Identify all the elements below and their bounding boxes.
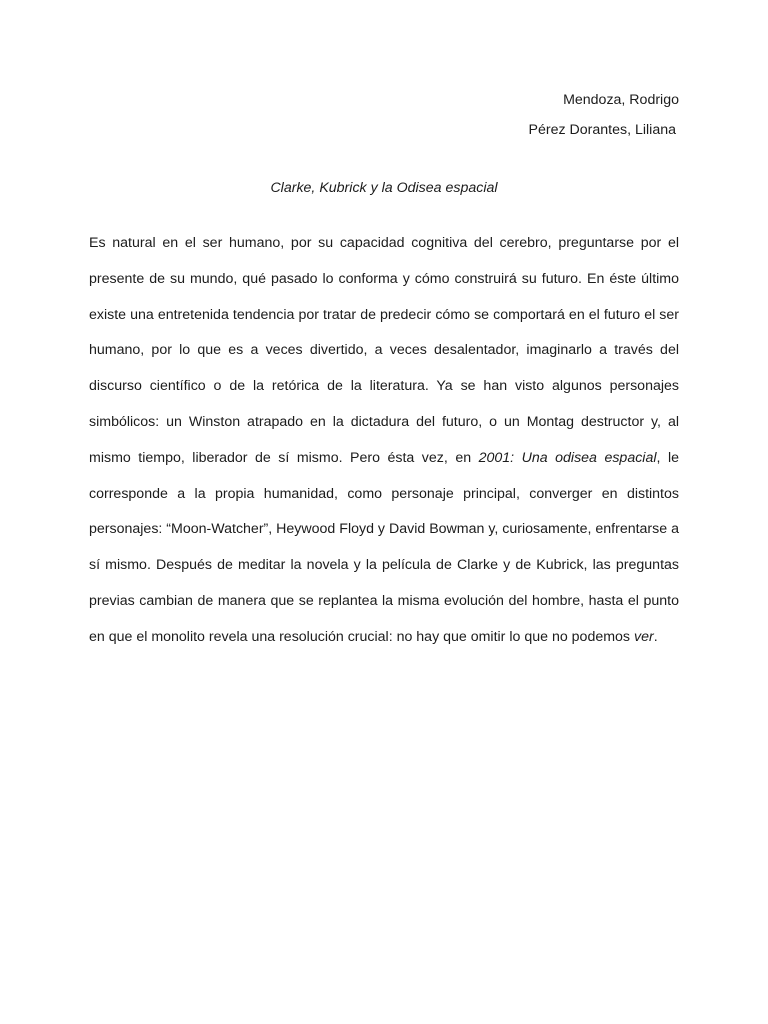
essay-title: Clarke, Kubrick y la Odisea espacial xyxy=(270,180,498,196)
book-title-italic: 2001: Una odisea espacial xyxy=(478,449,657,466)
author-name-2: Pérez Dorantes, Liliana xyxy=(528,122,676,138)
body-paragraph xyxy=(89,226,679,656)
emphasis-italic: ver xyxy=(633,628,654,645)
author-name-1: Mendoza, Rodrigo xyxy=(563,92,679,108)
paragraph-text-3: . xyxy=(653,628,658,645)
paragraph-text-1: Es natural en el ser humano, por su capacidad cognitiva del cerebro, preguntarse por el presente de su mundo, qué pasado lo conforma y cómo construirá su futuro. En éste último existe una entretenida tendencia por tratar de predecir cómo se comportará en el futuro el ser humano, por lo que es a veces divertido, a veces desalentador, imaginarlo a través del discurso científico o de la retórica de la literatura. Ya se han visto algunos personajes simbólicos: un Winston atrapado en la dictadura del futuro, o un Montag destructor y, al mismo tiempo, liberador de sí mismo. Pero ésta vez, en xyxy=(89,235,679,466)
paragraph-text-2: , le corresponde a la propia humanidad, como personaje principal, converger en distintos personajes: “Moon-Watcher”, Heywood Floyd y David Bowman y, curiosamente, enfrentarse a sí mismo. Después de meditar la novela y la película de Clarke y de Kubrick, las preguntas previas cambian de manera que se replantea la misma evolución del hombre, hasta el punto en que el monolito revela una resolución crucial: no hay que omitir lo que no podemos xyxy=(89,449,679,645)
